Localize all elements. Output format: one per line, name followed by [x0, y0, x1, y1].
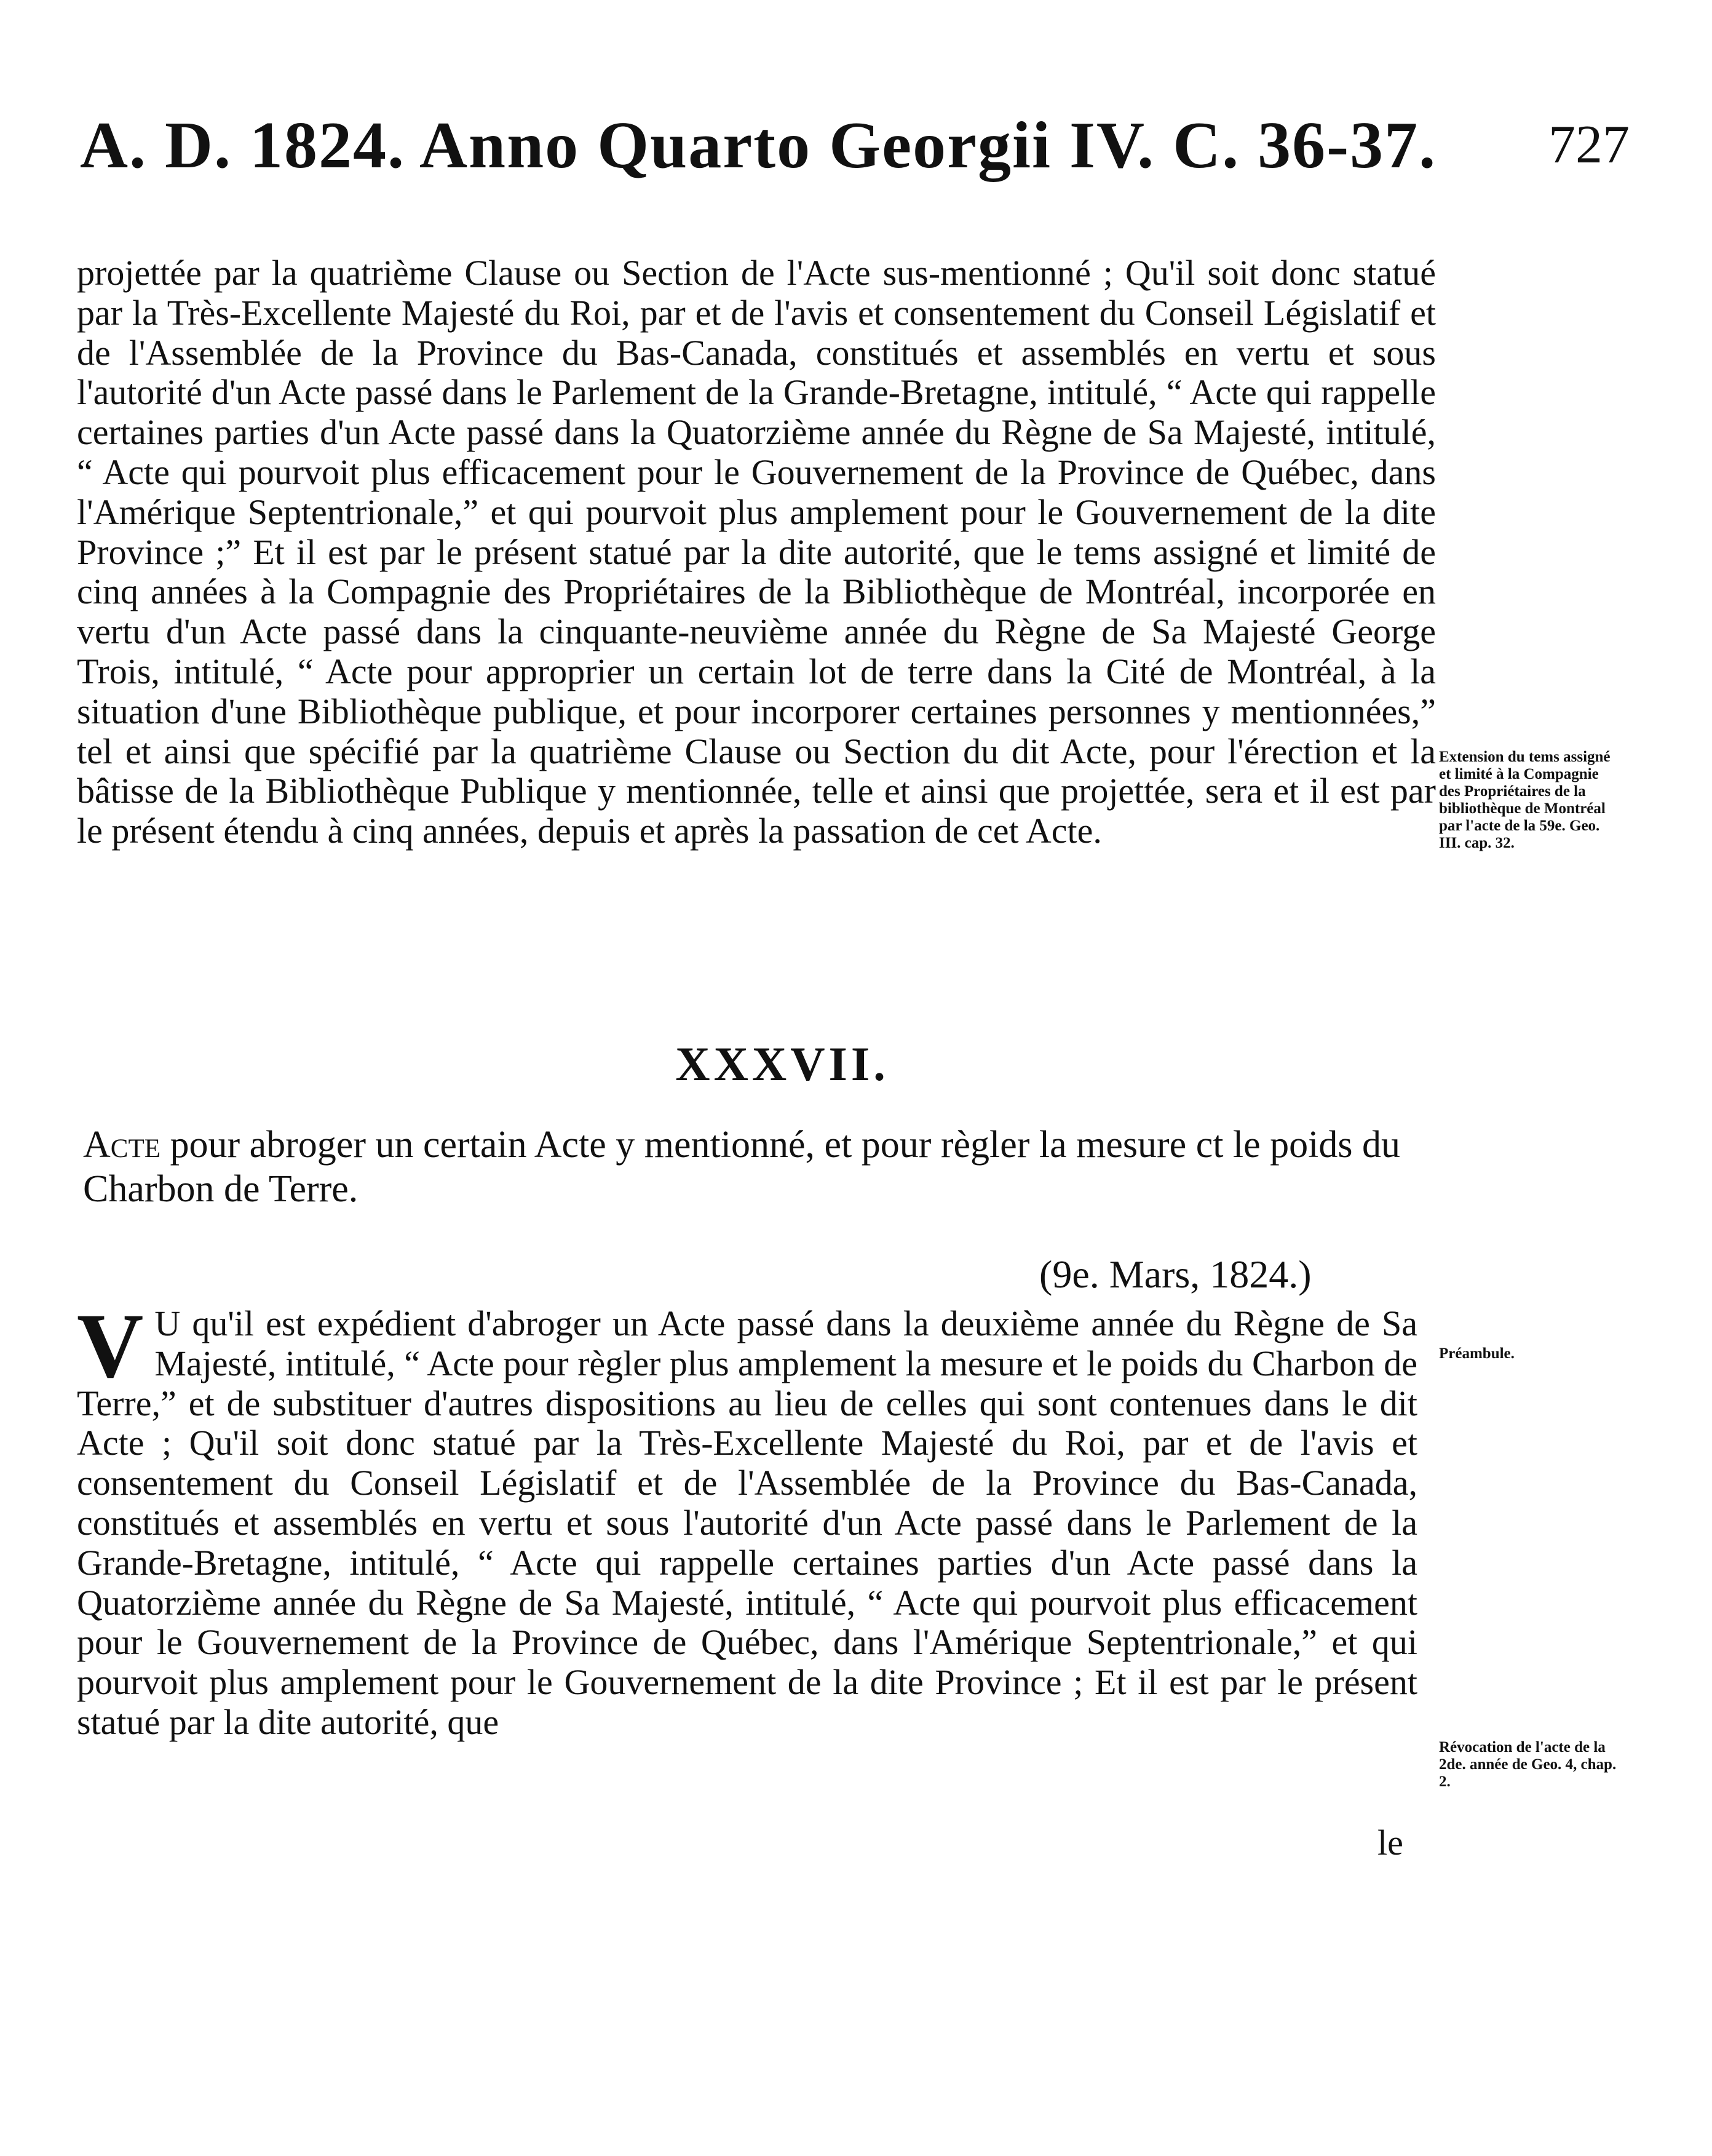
section-number-text: XXXVII. [675, 1037, 889, 1091]
catchword: le [1377, 1823, 1403, 1863]
act-body-text: U qu'il est expédient d'abroger un Acte passé dans la deuxième année du Règne de Sa Majesté, intitulé, “ Acte pour règler plus amplement la mesure et le poids du Charbon de Terre,” et de substituer d'autres dispositions au lieu de celles qui sont contenues dans le dit Acte ; Qu'il soit donc statué par la Très-Excellente Majesté du Roi, par et de l'avis et consentement du Conseil Législatif et de l'Assemblée de la Province du Bas-Canada, constitués et assemblés en vertu et sous l'autorité d'un Acte passé dans le Parlement de la Grande-Bretagne, intitulé, “ Acte qui rappelle certaines parties d'un Acte passé dans la Quatorzième année du Règne de Sa Majesté, intitulé, “ Acte qui pourvoit plus efficacement pour le Gouvernement de la Province de Québec, dans l'Amérique Septentrionale,” et qui pourvoit plus amplement pour le Gouvernement de la dite Province ; Et il est par le présent statué par la dite autorité, que [77, 1303, 1417, 1742]
act-title-lead: Acte [83, 1124, 160, 1166]
margin-note-extension: Extension du tems assigné et limité à la Compagnie des Propriétaires de la bibliothèque de Montréal par l'acte de la 59e. Geo. III. cap. 32. [1439, 749, 1611, 851]
header-title: A. D. 1824. Anno Quarto Georgii IV. C. 36-37. [80, 109, 1437, 182]
running-header [80, 108, 1630, 194]
act-title [83, 1123, 1436, 1211]
page-number: 727 [1548, 115, 1630, 175]
act-body-paragraph [77, 1295, 1417, 1743]
continuation-paragraph: projettée par la quatrième Clause ou Section de l'Acte sus-mentionné ; Qu'il soit donc statué par la Très-Excellente Majesté du Roi, par et de l'avis et consentement du Conseil Législatif et de l'Assemblée de la Province du Bas-Canada, constitués et assemblés en vertu et sous l'autorité d'un Acte passé dans le Parlement de la Grande-Bretagne, intitulé, “ Acte qui rappelle certaines parties d'un Acte passé dans la Quatorzième année du Règne de Sa Majesté, intitulé, “ Acte qui pourvoit plus efficacement pour le Gouvernement de la Province de Québec, dans l'Amérique Septentrionale,” et qui pourvoit plus amplement pour le Gouvernement de la dite Province ;” Et il est par le présent statué par la dite autorité, que le tems assigné et limité de cinq années à la Compagnie des Propriétaires de la Bibliothèque de Montréal, incorporée en vertu d'un Acte passé dans la cinquante-neuvième année du Règne de Sa Majesté George Trois, intitulé, “ Acte pour approprier un certain lot de terre dans la Cité de Montréal, à la situation d'une Bibliothèque publique, et pour incorporer certaines personnes y mentionnées,” tel et ainsi que spécifié par la quatrième Clause ou Section du dit Acte, pour l'érection et la bâtisse de la Bibliothèque Publique y mentionnée, telle et ainsi que projettée, sera et il est par le présent étendu à cinq années, depuis et après la passation de cet Acte. [77, 253, 1436, 851]
section-number [0, 1036, 1712, 1092]
margin-note-revocation: Révocation de l'acte de la 2de. année de Geo. 4, chap. 2. [1439, 1739, 1617, 1790]
act-date: (9e. Mars, 1824.) [1039, 1252, 1312, 1296]
drop-cap: V [77, 1295, 144, 1397]
margin-note-preamble: Préambule. [1439, 1345, 1515, 1362]
act-title-rest: pour abroger un certain Acte y mentionné, et pour règler la mesure ct le poids du Charbon de Terre. [83, 1124, 1401, 1210]
